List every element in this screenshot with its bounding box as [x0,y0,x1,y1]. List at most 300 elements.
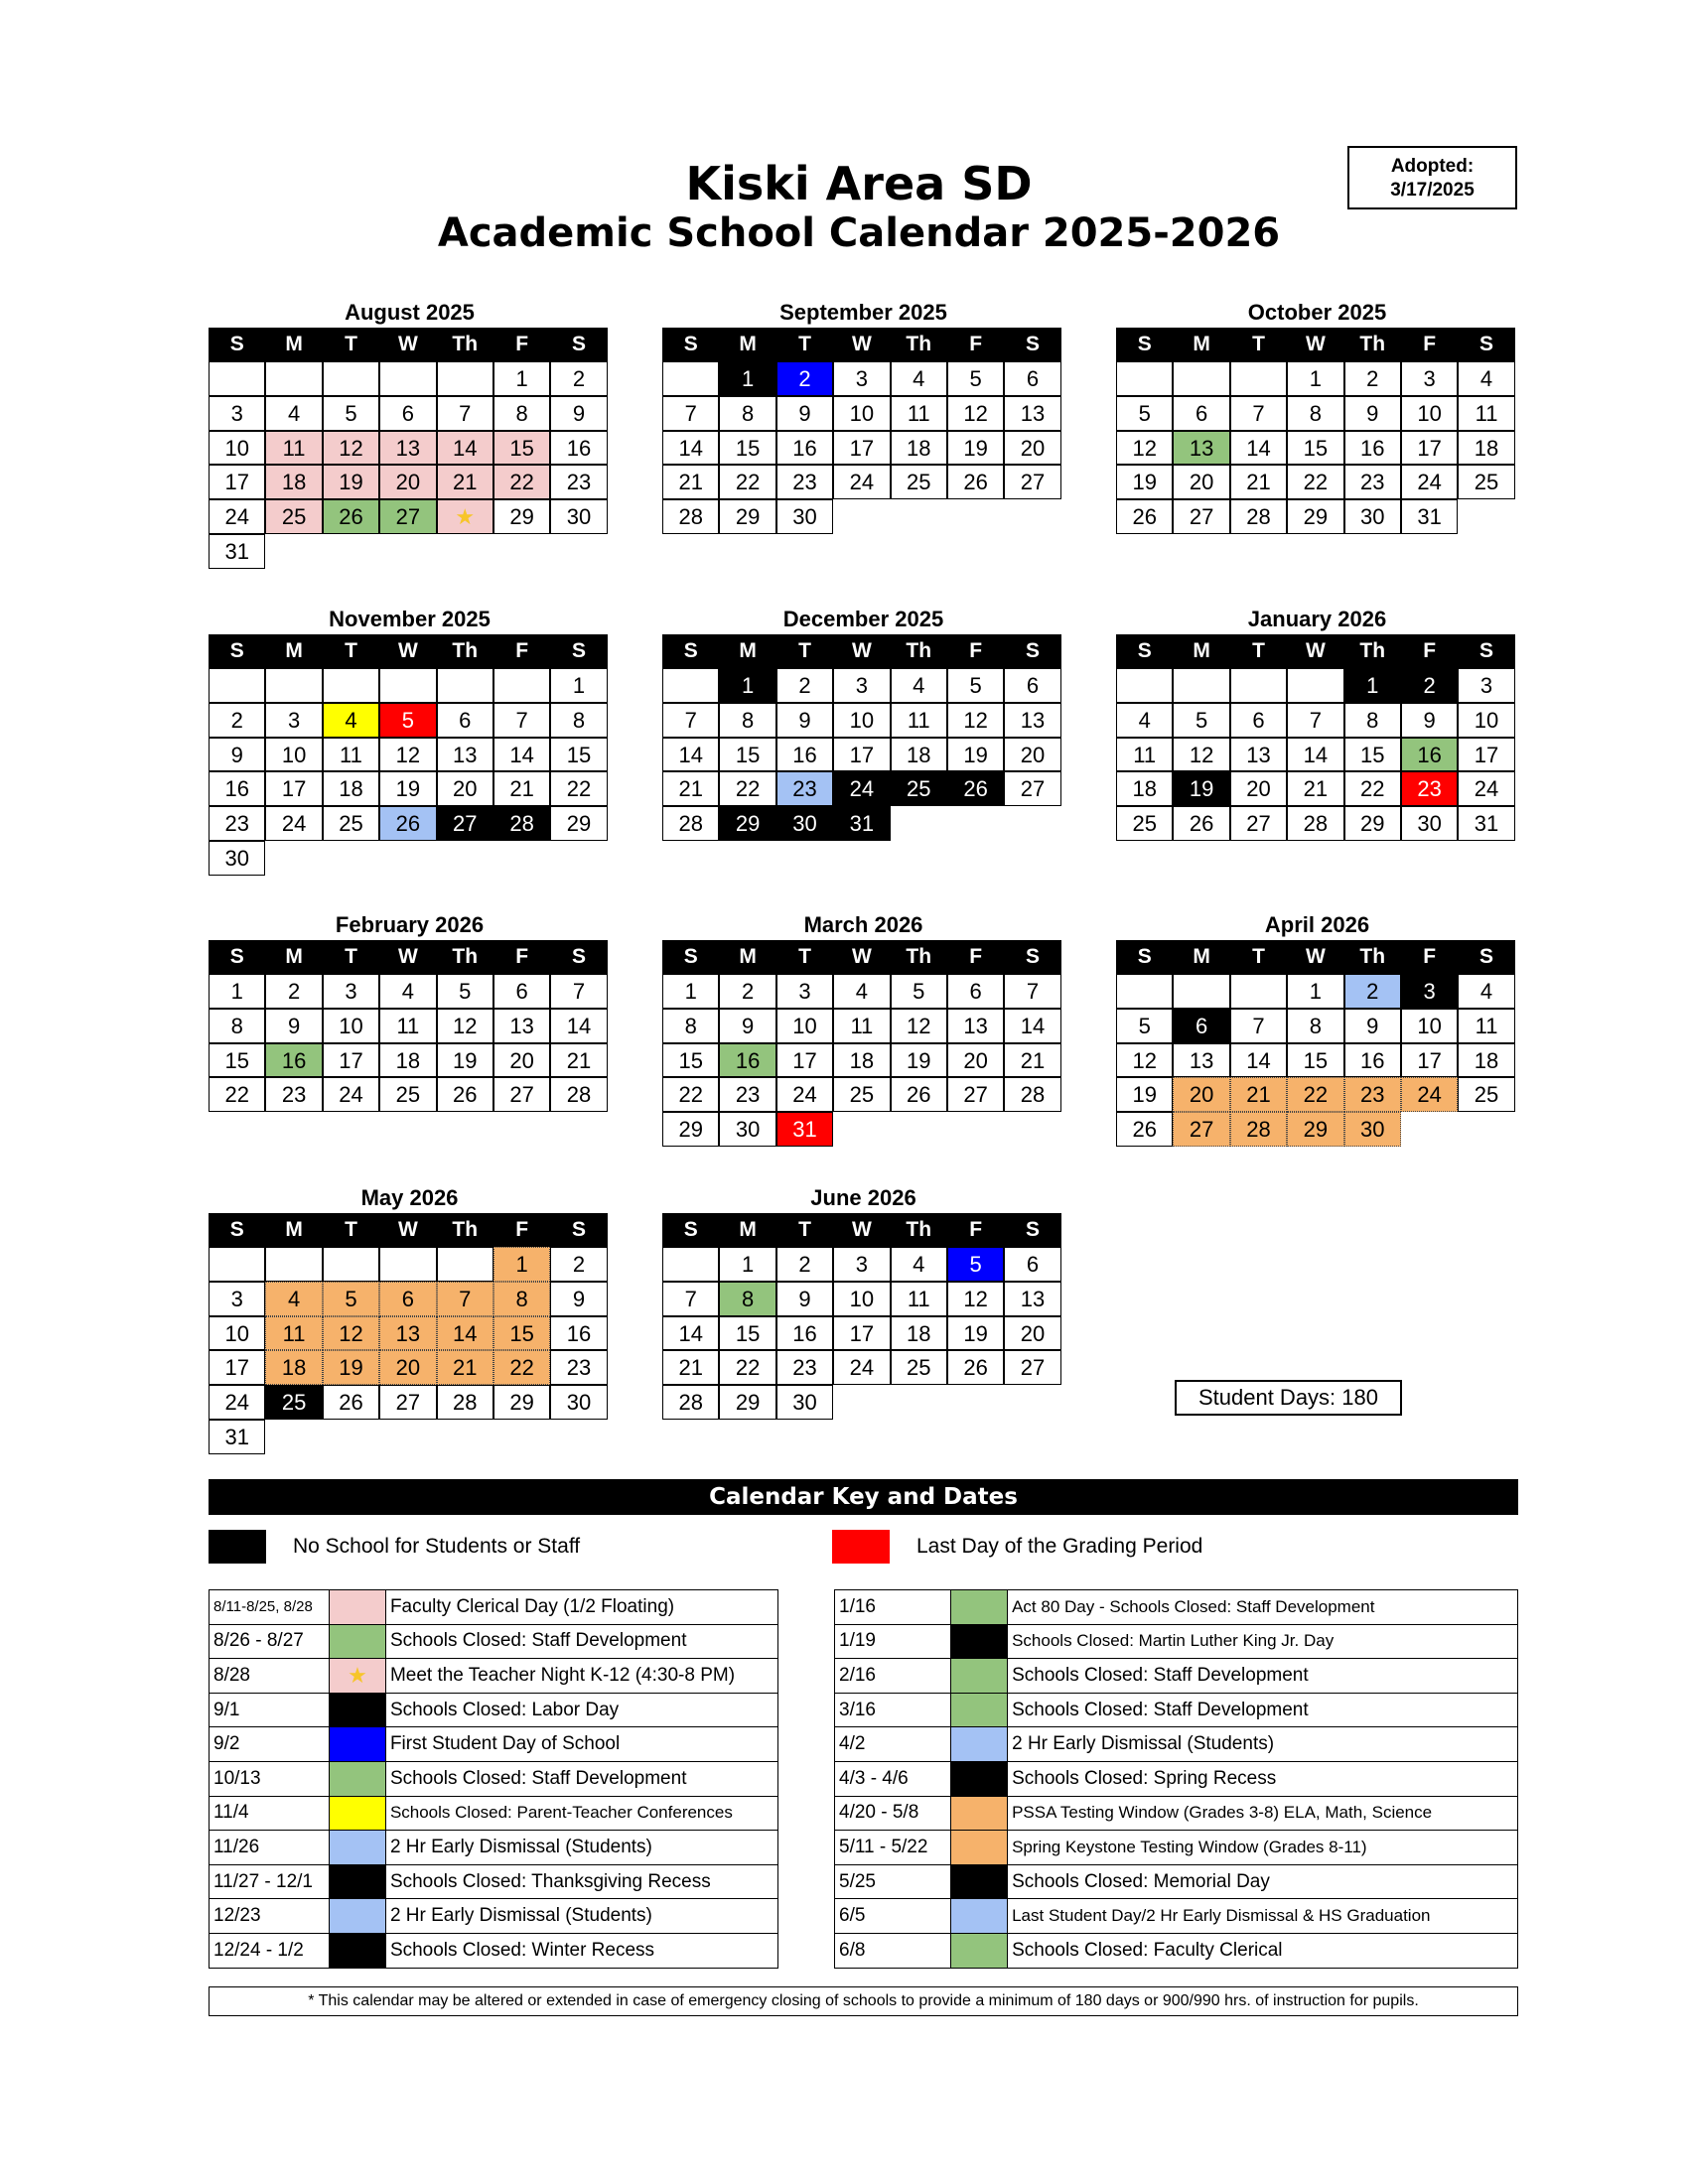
weekday-header: Th [437,1213,493,1247]
day-cell: 20 [379,1350,436,1385]
day-cell: 16 [1344,431,1401,466]
day-cell: 3 [833,1247,890,1282]
day-cell: 28 [550,1077,607,1112]
month-calendar [662,910,1064,1147]
day-cell: 20 [1004,1316,1060,1351]
day-cell: 8 [719,396,775,431]
empty-day-cell [379,361,436,396]
day-cell: 25 [323,806,379,841]
empty-day-cell [1173,361,1229,396]
weekday-header: Th [437,328,493,361]
empty-day-cell [662,668,719,703]
key-date: 12/23 [210,1899,330,1934]
key-description: Spring Keystone Testing Window (Grades 8-11) [1008,1831,1518,1865]
weekday-header: S [1458,634,1514,668]
day-cell: 17 [265,771,322,806]
day-cell: 13 [379,431,436,466]
day-cell: 5 [323,396,379,431]
month-grid [209,328,611,569]
weekday-header: S [662,328,719,361]
key-table-left [209,1589,778,1969]
weekday-header: M [265,1213,322,1247]
month-grid [209,634,611,876]
day-cell: 16 [1344,1043,1401,1078]
month-title: December 2025 [782,607,944,631]
weekday-header: F [1401,634,1458,668]
day-cell: 8 [493,1282,550,1316]
day-cell: 17 [209,1350,265,1385]
key-row [210,1659,778,1694]
day-cell: 28 [662,1385,719,1420]
key-color-swatch [951,1864,1008,1899]
weekday-header: T [1230,328,1287,361]
weekday-header: W [1287,328,1343,361]
empty-day-cell [1287,668,1343,703]
empty-day-cell [1116,668,1173,703]
weekday-header: S [209,940,265,974]
weekday-header: M [1173,940,1229,974]
day-cell: 21 [550,1043,607,1078]
day-cell: 7 [1230,396,1287,431]
weekday-header: W [379,328,436,361]
day-cell: 21 [662,771,719,806]
month-title: August 2025 [345,300,475,325]
day-cell: 11 [833,1009,890,1043]
day-cell: 22 [719,465,775,499]
day-cell: 3 [209,396,265,431]
day-cell: 12 [891,1009,947,1043]
day-cell: 20 [1230,771,1287,806]
day-cell: 15 [662,1043,719,1078]
weekday-header: S [1004,1213,1060,1247]
day-cell: 3 [209,1282,265,1316]
day-cell: 6 [437,703,493,738]
empty-day-cell [323,668,379,703]
day-cell: 27 [1173,499,1229,534]
day-cell: 8 [662,1009,719,1043]
day-cell: 5 [1116,396,1173,431]
key-description: 2 Hr Early Dismissal (Students) [385,1831,777,1865]
day-cell: 26 [1116,499,1173,534]
day-cell: 27 [493,1077,550,1112]
day-cell: 18 [891,1316,947,1351]
day-cell: 22 [719,1350,775,1385]
key-color-swatch [951,1796,1008,1831]
weekday-header: M [265,634,322,668]
day-cell: 7 [1287,703,1343,738]
star-icon: ★ [455,504,476,530]
day-cell: 10 [833,1282,890,1316]
day-cell: 6 [1004,1247,1060,1282]
day-cell: 10 [776,1009,833,1043]
weekday-header: S [1458,328,1514,361]
day-cell: 8 [719,1282,775,1316]
weekday-header: M [265,328,322,361]
day-cell: 9 [265,1009,322,1043]
key-description: Act 80 Day - Schools Closed: Staff Development [1008,1590,1518,1625]
empty-day-cell [1116,361,1173,396]
legend-black-swatch [209,1530,266,1564]
day-cell: 7 [550,974,607,1009]
empty-day-cell [209,1247,265,1282]
day-cell: 29 [1287,1112,1343,1147]
month-grid [1116,328,1518,534]
day-cell: 19 [379,771,436,806]
day-cell: 10 [1401,396,1458,431]
day-cell: 5 [947,1247,1004,1282]
day-cell: 18 [265,1350,322,1385]
day-cell: 30 [550,499,607,534]
month-title: November 2025 [329,607,491,631]
day-cell: 5 [947,668,1004,703]
month-grid [662,328,1064,534]
day-cell: 25 [1458,465,1514,499]
day-cell: 19 [323,465,379,499]
key-date: 4/2 [835,1727,951,1762]
day-cell: 8 [1287,1009,1343,1043]
weekday-header: F [947,940,1004,974]
day-cell: 23 [265,1077,322,1112]
weekday-header: W [833,634,890,668]
day-cell: 10 [833,396,890,431]
day-cell: 20 [1004,738,1060,772]
day-cell: 3 [833,361,890,396]
weekday-header: M [1173,328,1229,361]
day-cell: 27 [1004,771,1060,806]
month-calendar [209,298,611,569]
key-row [210,1624,778,1659]
day-cell: 18 [265,465,322,499]
day-cell: 28 [1230,1112,1287,1147]
day-cell: 17 [323,1043,379,1078]
empty-day-cell [1173,668,1229,703]
key-color-swatch [329,1831,385,1865]
weekday-header: F [493,940,550,974]
day-cell: 15 [719,1316,775,1351]
day-cell: 5 [437,974,493,1009]
day-cell: 13 [437,738,493,772]
month-calendar [662,298,1064,534]
day-cell: 28 [493,806,550,841]
day-cell: 25 [265,499,322,534]
day-cell: 26 [437,1077,493,1112]
day-cell: 26 [323,499,379,534]
day-cell: 4 [265,1282,322,1316]
weekday-header: S [550,328,607,361]
key-date: 8/11-8/25, 8/28 [210,1590,330,1625]
weekday-header: S [1116,940,1173,974]
legend-red-swatch [832,1530,890,1564]
day-cell: 16 [776,738,833,772]
key-color-swatch [951,1659,1008,1694]
key-description: Schools Closed: Staff Development [1008,1659,1518,1694]
day-cell: 8 [550,703,607,738]
day-cell: 10 [265,738,322,772]
day-cell: 1 [662,974,719,1009]
weekday-header: M [719,328,775,361]
day-cell: 7 [662,396,719,431]
day-cell: 29 [1287,499,1343,534]
day-cell: 20 [1004,431,1060,466]
day-cell: 4 [1458,361,1514,396]
day-cell: 1 [719,361,775,396]
day-cell: 26 [947,1350,1004,1385]
day-cell: 4 [379,974,436,1009]
empty-day-cell [437,1247,493,1282]
key-description: First Student Day of School [385,1727,777,1762]
key-description: PSSA Testing Window (Grades 3-8) ELA, Math, Science [1008,1796,1518,1831]
day-cell: 24 [265,806,322,841]
month-calendar [662,605,1064,841]
key-date: 6/8 [835,1933,951,1968]
empty-day-cell [209,668,265,703]
empty-day-cell [1116,974,1173,1009]
day-cell: 26 [891,1077,947,1112]
day-cell: 6 [1004,668,1060,703]
weekday-header: Th [1344,328,1401,361]
day-cell: 14 [550,1009,607,1043]
weekday-header: Th [891,634,947,668]
weekday-header: T [776,328,833,361]
day-cell: 9 [1401,703,1458,738]
key-color-swatch [329,1899,385,1934]
key-color-swatch [329,1624,385,1659]
key-color-swatch [329,1727,385,1762]
day-cell: 21 [662,465,719,499]
empty-day-cell [437,361,493,396]
empty-day-cell [379,1247,436,1282]
day-cell: 20 [947,1043,1004,1078]
day-cell: 11 [265,431,322,466]
day-cell: 26 [379,806,436,841]
key-description: Schools Closed: Staff Development [385,1624,777,1659]
day-cell: 24 [323,1077,379,1112]
weekday-header: Th [1344,940,1401,974]
day-cell: 3 [1458,668,1514,703]
day-cell: 28 [1230,499,1287,534]
day-cell: 16 [209,771,265,806]
key-color-swatch [951,1693,1008,1727]
day-cell: 6 [947,974,1004,1009]
day-cell: 6 [379,396,436,431]
month-calendar [662,1183,1064,1420]
star-icon: ★ [348,1662,367,1688]
day-cell: 11 [379,1009,436,1043]
weekday-header: T [1230,940,1287,974]
weekday-header: T [776,1213,833,1247]
day-cell: 23 [550,465,607,499]
day-cell: 23 [719,1077,775,1112]
day-cell: 1 [719,1247,775,1282]
day-cell: 10 [1458,703,1514,738]
footnote: * This calendar may be altered or extended in case of emergency closing of schools to provide a minimum of 180 days or 900/990 hrs. of instruction for pupils. [209,1986,1518,2016]
weekday-header: F [493,634,550,668]
day-cell: 14 [1004,1009,1060,1043]
day-cell: 16 [776,431,833,466]
key-date: 1/19 [835,1624,951,1659]
key-date: 9/2 [210,1727,330,1762]
day-cell: 31 [1401,499,1458,534]
weekday-header: M [265,940,322,974]
day-cell: 2 [719,974,775,1009]
day-cell: 30 [550,1385,607,1420]
day-cell: 31 [776,1112,833,1147]
day-cell: 17 [1401,1043,1458,1078]
empty-day-cell [437,668,493,703]
legend-black-label: No School for Students or Staff [293,1535,581,1558]
key-description: Schools Closed: Labor Day [385,1693,777,1727]
day-cell: 20 [1173,465,1229,499]
key-date: 8/26 - 8/27 [210,1624,330,1659]
empty-day-cell [662,1247,719,1282]
day-cell: 9 [776,703,833,738]
day-cell: 30 [1401,806,1458,841]
day-cell: 7 [437,1282,493,1316]
weekday-header: F [947,634,1004,668]
month-grid [1116,940,1518,1147]
day-cell: 30 [719,1112,775,1147]
day-cell: 20 [493,1043,550,1078]
day-cell: 9 [776,1282,833,1316]
day-cell: 7 [493,703,550,738]
day-cell: 5 [891,974,947,1009]
key-color-swatch [329,1693,385,1727]
weekday-header: F [493,328,550,361]
day-cell: 9 [719,1009,775,1043]
day-cell: 4 [265,396,322,431]
key-row [835,1796,1518,1831]
day-cell: 22 [1287,1077,1343,1112]
day-cell: 13 [1004,396,1060,431]
key-description: Schools Closed: Memorial Day [1008,1864,1518,1899]
day-cell: 19 [947,738,1004,772]
day-cell: 25 [891,465,947,499]
day-cell: 19 [947,1316,1004,1351]
empty-day-cell [662,361,719,396]
key-color-swatch [951,1761,1008,1796]
day-cell: 29 [719,806,775,841]
day-cell: 27 [1173,1112,1229,1147]
day-cell: 16 [550,431,607,466]
weekday-header: F [493,1213,550,1247]
day-cell: 5 [379,703,436,738]
weekday-header: W [379,940,436,974]
weekday-header: S [1004,328,1060,361]
day-cell: 17 [833,431,890,466]
day-cell: 25 [833,1077,890,1112]
day-cell: 2 [209,703,265,738]
day-cell: 27 [437,806,493,841]
day-cell: 18 [379,1043,436,1078]
day-cell: 15 [209,1043,265,1078]
day-cell: 27 [1004,1350,1060,1385]
month-title: March 2026 [803,912,923,937]
day-cell: 3 [323,974,379,1009]
key-description: Schools Closed: Winter Recess [385,1933,777,1968]
day-cell: 4 [1458,974,1514,1009]
day-cell: 22 [493,465,550,499]
empty-day-cell [379,668,436,703]
empty-day-cell [1230,361,1287,396]
key-row [210,1727,778,1762]
day-cell: 30 [776,1385,833,1420]
day-cell: 1 [493,1247,550,1282]
weekday-header: S [1458,940,1514,974]
day-cell: 28 [1004,1077,1060,1112]
day-cell: 31 [209,534,265,569]
day-cell: 24 [776,1077,833,1112]
day-cell: 14 [1230,431,1287,466]
weekday-header: W [379,634,436,668]
day-cell: 6 [493,974,550,1009]
day-cell: 8 [1287,396,1343,431]
key-description: Schools Closed: Martin Luther King Jr. Day [1008,1624,1518,1659]
day-cell: 22 [209,1077,265,1112]
key-row [210,1590,778,1625]
key-color-swatch [329,1933,385,1968]
weekday-header: Th [891,1213,947,1247]
day-cell: 20 [1173,1077,1229,1112]
day-cell: 3 [1401,361,1458,396]
month-calendar [209,1183,611,1454]
day-cell: 26 [947,771,1004,806]
day-cell: 12 [947,703,1004,738]
day-cell: 21 [1004,1043,1060,1078]
day-cell: 4 [1116,703,1173,738]
day-cell: 23 [1344,1077,1401,1112]
adopted-date: 3/17/2025 [1390,180,1475,201]
day-cell: 14 [493,738,550,772]
day-cell: 9 [776,396,833,431]
weekday-header: W [1287,634,1343,668]
month-grid [662,1213,1064,1420]
day-cell: 12 [1173,738,1229,772]
weekday-header: M [719,634,775,668]
day-cell: 13 [1004,1282,1060,1316]
key-row [210,1864,778,1899]
day-cell: 26 [1116,1112,1173,1147]
key-date: 11/26 [210,1831,330,1865]
day-cell: 5 [1116,1009,1173,1043]
key-color-swatch [951,1831,1008,1865]
key-date: 12/24 - 1/2 [210,1933,330,1968]
key-description: 2 Hr Early Dismissal (Students) [1008,1727,1518,1762]
weekday-header: F [1401,940,1458,974]
day-cell: 17 [1458,738,1514,772]
day-cell: 11 [891,1282,947,1316]
day-cell: 22 [493,1350,550,1385]
day-cell: 29 [493,499,550,534]
day-cell: 11 [891,703,947,738]
month-title: January 2026 [1247,607,1387,631]
day-cell: 13 [1173,431,1229,466]
day-cell: 1 [209,974,265,1009]
day-cell: 2 [776,668,833,703]
key-row [835,1899,1518,1934]
day-cell: 7 [437,396,493,431]
day-cell: 29 [550,806,607,841]
key-color-swatch [951,1933,1008,1968]
day-cell: 22 [550,771,607,806]
day-cell: 26 [947,465,1004,499]
weekday-header: M [1173,634,1229,668]
weekday-header: Th [891,940,947,974]
day-cell: 29 [719,499,775,534]
weekday-header: T [323,940,379,974]
day-cell: 1 [719,668,775,703]
day-cell: 6 [1173,396,1229,431]
day-cell: 1 [1287,974,1343,1009]
